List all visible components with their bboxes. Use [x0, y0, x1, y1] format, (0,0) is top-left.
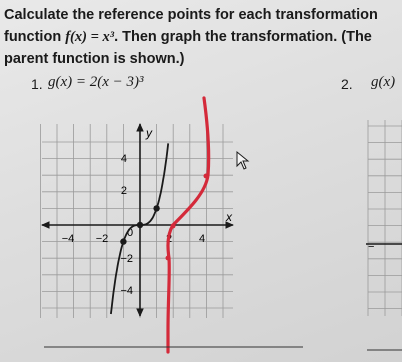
problem-1-grid — [40, 124, 233, 318]
problem-2-number: 2. — [341, 76, 353, 92]
problem-1-x-axis-label: x — [226, 210, 232, 224]
parent-point — [120, 238, 126, 244]
x-tick-label: −2 — [95, 233, 109, 245]
problem-2-y-tick-fragment: − — [368, 241, 375, 253]
problem-1-y-axis-label: y — [146, 126, 152, 140]
instruction-line-2-pre: function — [4, 29, 66, 45]
student-point — [204, 174, 209, 179]
x-tick-label: 4 — [198, 233, 206, 245]
problem-1-number: 1. — [31, 76, 43, 92]
parent-point — [153, 205, 159, 211]
y-tick-label: 4 — [120, 153, 127, 165]
instruction-line-2-post: . Then graph the transformation. (The — [114, 29, 372, 45]
instruction-line-1: Calculate the reference points for each transformation — [4, 7, 378, 23]
problem-2-grid — [368, 120, 402, 316]
x-tick-label: 2 — [165, 233, 173, 245]
y-tick-label: 2 — [120, 185, 127, 197]
student-point — [166, 256, 171, 261]
y-tick-label: −4 — [120, 285, 133, 297]
y-tick-label: −2 — [120, 253, 133, 265]
problem-2-equation: g(x) — [371, 74, 396, 90]
problem-1-equation: g(x) = 2(x − 3)³ — [48, 74, 144, 90]
x-tick-label: 0 — [126, 227, 134, 239]
parent-point — [137, 222, 143, 228]
instruction-line-3: parent function is shown.) — [4, 51, 185, 67]
student-point — [171, 224, 176, 229]
mouse-cursor-icon — [237, 152, 248, 169]
parent-function: f(x) = x³ — [65, 29, 115, 45]
x-tick-label: −4 — [61, 233, 75, 245]
